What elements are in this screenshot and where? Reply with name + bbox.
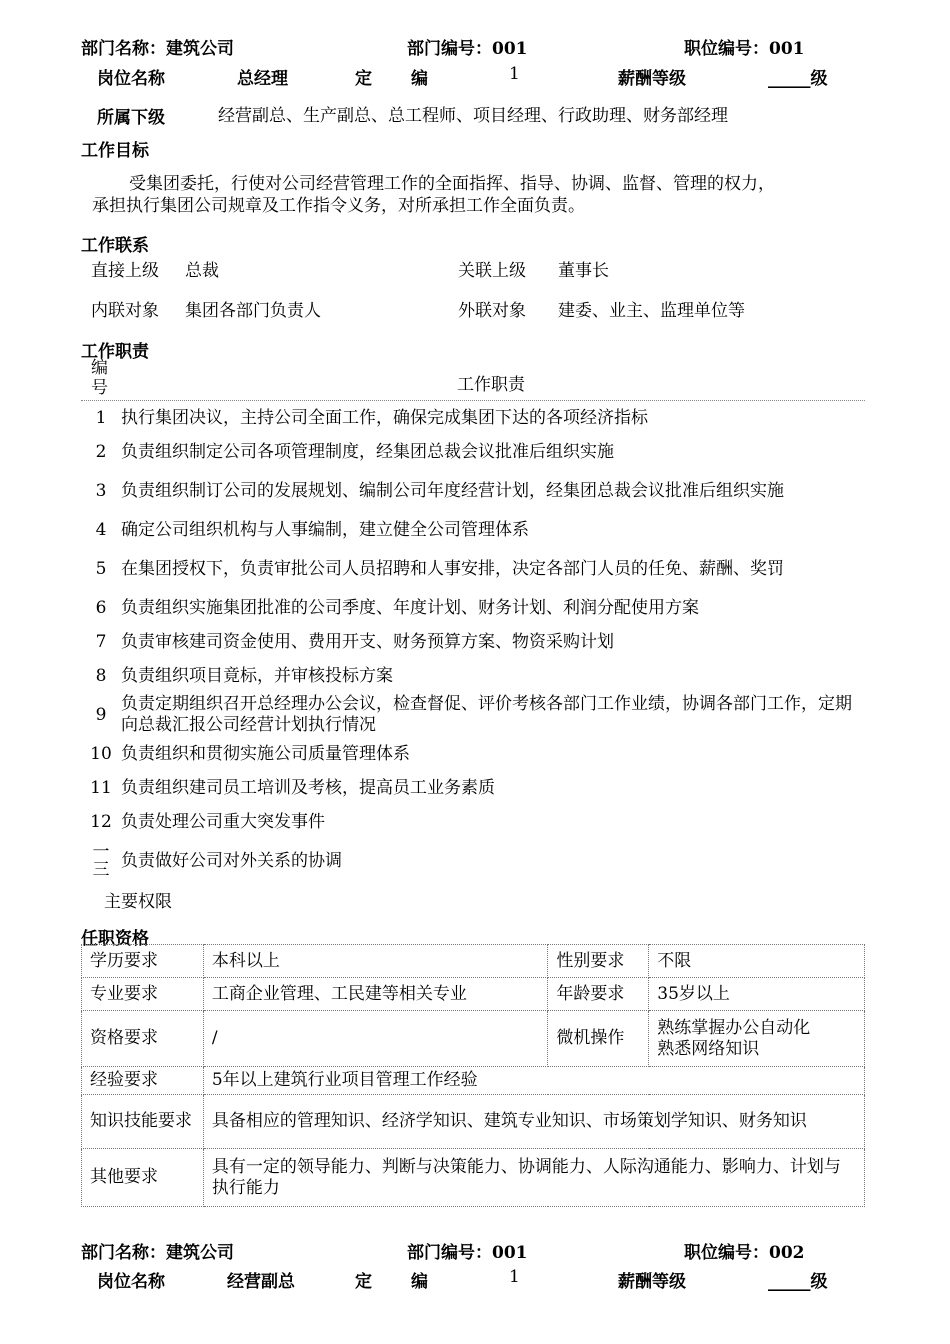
internal-contact-label: 内联对象 <box>91 301 159 321</box>
duty-number: 6 <box>95 598 107 618</box>
salary-value-2: _____级 <box>768 1272 828 1292</box>
duty-text: 负责做好公司对外关系的协调 <box>121 850 342 871</box>
qualification-table <box>81 944 865 1207</box>
duty-row <box>81 625 865 659</box>
major-label: 专业要求 <box>82 978 204 1011</box>
duty-text: 负责审核建司资金使用、费用开支、财务预算方案、物资采购计划 <box>121 631 614 652</box>
duty-row <box>81 839 865 883</box>
age-label: 年龄要求 <box>548 978 649 1011</box>
duty-row <box>81 693 865 737</box>
related-superior-label: 关联上级 <box>458 261 526 281</box>
post-label: 岗位名称 <box>97 69 165 89</box>
subordinate-label: 所属下级 <box>97 108 165 128</box>
external-contact-value: 建委、业主、监理单位等 <box>558 301 745 321</box>
pc-value <box>649 1011 865 1067</box>
other-label: 其他要求 <box>82 1149 204 1207</box>
duty-row <box>81 401 865 435</box>
duty-number: 11 <box>90 778 112 798</box>
duty-text: 负责处理公司重大突发事件 <box>121 811 325 832</box>
quota-value-2: 1 <box>509 1267 520 1287</box>
direct-superior-value: 总裁 <box>185 261 219 281</box>
edu-value: 本科以上 <box>203 945 548 978</box>
related-superior-value: 董事长 <box>558 261 609 281</box>
relations-heading: 工作联系 <box>81 236 149 256</box>
duties-heading: 工作职责 <box>81 342 149 362</box>
duty-number: 3 <box>95 481 107 501</box>
duty-number: 10 <box>90 744 112 764</box>
duty-text: 负责组织制订公司的发展规划、编制公司年度经营计划，经集团总裁会议批准后组织实施 <box>121 480 784 501</box>
duty-number: 7 <box>95 632 107 652</box>
duty-text: 在集团授权下，负责审批公司人员招聘和人事安排，决定各部门人员的任免、薪酬、奖罚 <box>121 558 784 579</box>
duty-text: 负责定期组织召开总经理办公会议，检查督促、评价考核各部门工作业绩，协调各部门工作，定期向总裁汇报公司经营计划执行情况 <box>121 694 852 735</box>
duty-row <box>81 591 865 625</box>
goal-line-1: 受集团委托，行使对公司经营管理工作的全面指挥、指导、协调、监督、管理的权力， <box>129 174 775 194</box>
dept-name: 部门名称：建筑公司 <box>81 39 234 59</box>
skill-label: 知识技能要求 <box>82 1095 204 1149</box>
direct-superior-label: 直接上级 <box>91 261 159 281</box>
qualification-heading: 任职资格 <box>81 929 149 949</box>
duty-number: 9 <box>95 705 107 725</box>
authority-label: 主要权限 <box>104 892 172 912</box>
pc-label: 微机操作 <box>548 1011 649 1067</box>
cert-value: / <box>203 1011 548 1067</box>
quota-label-a: 定 <box>355 69 372 89</box>
duty-number: 1 <box>95 408 107 428</box>
duty-row <box>81 771 865 805</box>
duties-table <box>81 358 865 883</box>
pc-value-line-1: 熟练掌握办公自动化 <box>657 1017 811 1038</box>
edu-label: 学历要求 <box>82 945 204 978</box>
exp-label: 经验要求 <box>82 1067 204 1095</box>
duties-num-header: 编号 <box>91 358 108 398</box>
duty-text: 负责组织制定公司各项管理制度，经集团总裁会议批准后组织实施 <box>121 441 614 462</box>
quota-label-b: 编 <box>411 69 428 89</box>
external-contact-label: 外联对象 <box>458 301 526 321</box>
table-row <box>82 1011 865 1067</box>
goal-line-2: 承担执行集团公司规章及工作指令义务，对所承担工作全面负责。 <box>92 196 585 216</box>
goal-heading: 工作目标 <box>81 141 149 161</box>
duty-number: 8 <box>95 666 107 686</box>
quota-label-a-2: 定 <box>355 1272 372 1292</box>
dept-no-2: 部门编号：001 <box>407 1243 528 1263</box>
subordinate-value: 经营副总、生产副总、总工程师、项目经理、行政助理、财务部经理 <box>218 106 728 126</box>
quota-value: 1 <box>509 64 520 84</box>
internal-contact-value: 集团各部门负责人 <box>185 301 321 321</box>
table-row <box>82 945 865 978</box>
duty-text: 确定公司组织机构与人事编制，建立健全公司管理体系 <box>121 519 529 540</box>
duties-title-header: 工作职责 <box>457 375 525 395</box>
position-no: 职位编号：001 <box>684 39 805 59</box>
duties-rows <box>81 401 865 883</box>
duty-row <box>81 737 865 771</box>
skill-value: 具备相应的管理知识、经济学知识、建筑专业知识、市场策划学知识、财务知识 <box>203 1095 864 1149</box>
dept-name-2: 部门名称：建筑公司 <box>81 1243 234 1263</box>
duty-number: 一三 <box>92 842 110 880</box>
duty-row <box>81 659 865 693</box>
post-value-2: 经营副总 <box>227 1272 295 1292</box>
quota-label-b-2: 编 <box>411 1272 428 1292</box>
duties-table-header <box>81 358 865 401</box>
duty-row <box>81 513 865 547</box>
duty-text: 负责组织项目竟标，并审核投标方案 <box>121 665 393 686</box>
duty-text: 执行集团决议，主持公司全面工作，确保完成集团下达的各项经济指标 <box>121 407 648 428</box>
duty-text: 负责组织和贯彻实施公司质量管理体系 <box>121 743 410 764</box>
gender-label: 性别要求 <box>548 945 649 978</box>
duty-number: 4 <box>95 520 107 540</box>
position-no-2: 职位编号：002 <box>684 1243 805 1263</box>
table-row <box>82 1095 865 1149</box>
duty-number: 12 <box>90 812 112 832</box>
pc-value-line-2: 熟悉网络知识 <box>657 1038 760 1059</box>
dept-no: 部门编号：001 <box>407 39 528 59</box>
duty-row <box>81 547 865 591</box>
duty-text: 负责组织建司员工培训及考核，提高员工业务素质 <box>121 777 495 798</box>
salary-label-2: 薪酬等级 <box>618 1272 686 1292</box>
post-label-2: 岗位名称 <box>97 1272 165 1292</box>
major-value: 工商企业管理、工民建等相关专业 <box>203 978 548 1011</box>
duty-row <box>81 805 865 839</box>
salary-label: 薪酬等级 <box>618 69 686 89</box>
duty-row <box>81 469 865 513</box>
table-row <box>82 1067 865 1095</box>
table-row <box>82 1149 865 1207</box>
duty-number: 5 <box>95 559 107 579</box>
duty-number: 2 <box>95 442 107 462</box>
exp-value: 5年以上建筑行业项目管理工作经验 <box>203 1067 864 1095</box>
table-row <box>82 978 865 1011</box>
age-value: 35岁以上 <box>649 978 865 1011</box>
gender-value: 不限 <box>649 945 865 978</box>
duty-text: 负责组织实施集团批准的公司季度、年度计划、财务计划、利润分配使用方案 <box>121 597 699 618</box>
salary-value: _____级 <box>768 69 828 89</box>
other-value: 具有一定的领导能力、判断与决策能力、协调能力、人际沟通能力、影响力、计划与执行能力 <box>203 1149 864 1207</box>
post-value: 总经理 <box>237 69 288 89</box>
duty-row <box>81 435 865 469</box>
cert-label: 资格要求 <box>82 1011 204 1067</box>
